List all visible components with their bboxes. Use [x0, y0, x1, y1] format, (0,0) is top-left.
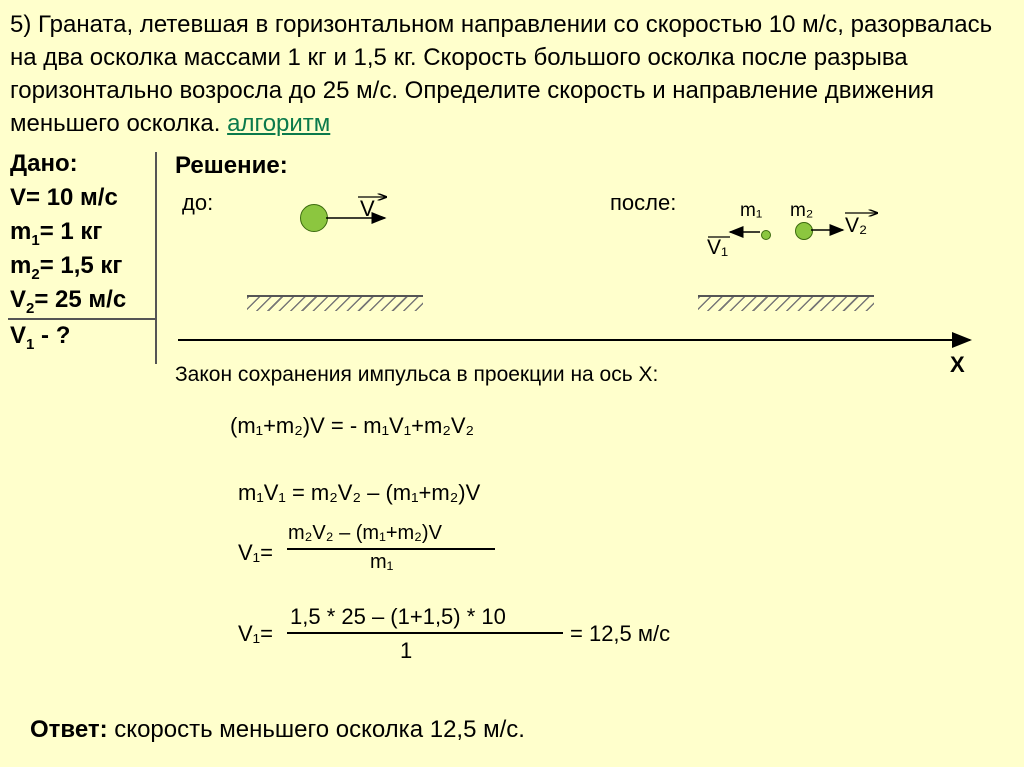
equation-4-denominator: 1: [400, 638, 413, 663]
before-velocity-label: V: [360, 196, 375, 221]
equation-2: m₁V₁ = m₂V₂ – (m₁+m₂)V: [238, 480, 481, 505]
momentum-law-text: Закон сохранения импульса в проекции на ось Х:: [175, 363, 659, 386]
equation-1: (m₁+m₂)V = - m₁V₁+m₂V₂: [230, 413, 475, 438]
algorithm-link[interactable]: алгоритм: [227, 110, 331, 137]
equation-4-fraction-bar: [287, 632, 563, 634]
m2-label: m₂: [790, 200, 814, 221]
given-m1: $m_1= 1$ кг: [10, 218, 103, 249]
given-title: Дано:: [10, 150, 78, 177]
v2-label: V₂: [845, 214, 868, 237]
m1-label: m₁: [740, 200, 763, 221]
given-v2: $V_2= 25$ м/с: [10, 286, 127, 317]
answer-text: скорость меньшего осколка 12,5 м/с.: [107, 716, 525, 743]
given-v1-unknown: $V_1$ - ?: [10, 322, 71, 353]
equation-3-denominator: m₁: [370, 551, 394, 573]
problem-text: 5) Граната, летевшая в горизонтальном направлении со скоростью 10 м/с, разорвалась на два осколка массами 1 кг и 1,5 кг. Скорость большого осколка после разрыва горизонтально возросла до 25 м/с. Определите скорость и направление движения меньшего осколка.: [10, 11, 993, 137]
equation-3-lhs: V₁=: [238, 540, 273, 565]
solution-title: Решение:: [175, 152, 288, 179]
equation-4-lhs: V₁=: [238, 621, 273, 646]
given-m2: $m_2= 1,5$ кг: [10, 252, 123, 283]
equation-4-result: = 12,5 м/с: [570, 621, 671, 646]
equation-3-numerator: m₂V₂ – (m₁+m₂)V: [288, 522, 442, 544]
equation-3-fraction-bar: [287, 548, 495, 550]
before-label: до:: [182, 190, 214, 215]
after-label: после:: [610, 190, 677, 215]
answer-label: Ответ:: [30, 716, 108, 743]
x-axis-label: X: [950, 352, 965, 377]
v1-label: V₁: [707, 236, 729, 259]
answer: [30, 716, 525, 744]
equation-4-numerator: 1,5 * 25 – (1+1,5) * 10: [290, 604, 506, 629]
given-v: V= 10 м/с: [10, 184, 118, 211]
